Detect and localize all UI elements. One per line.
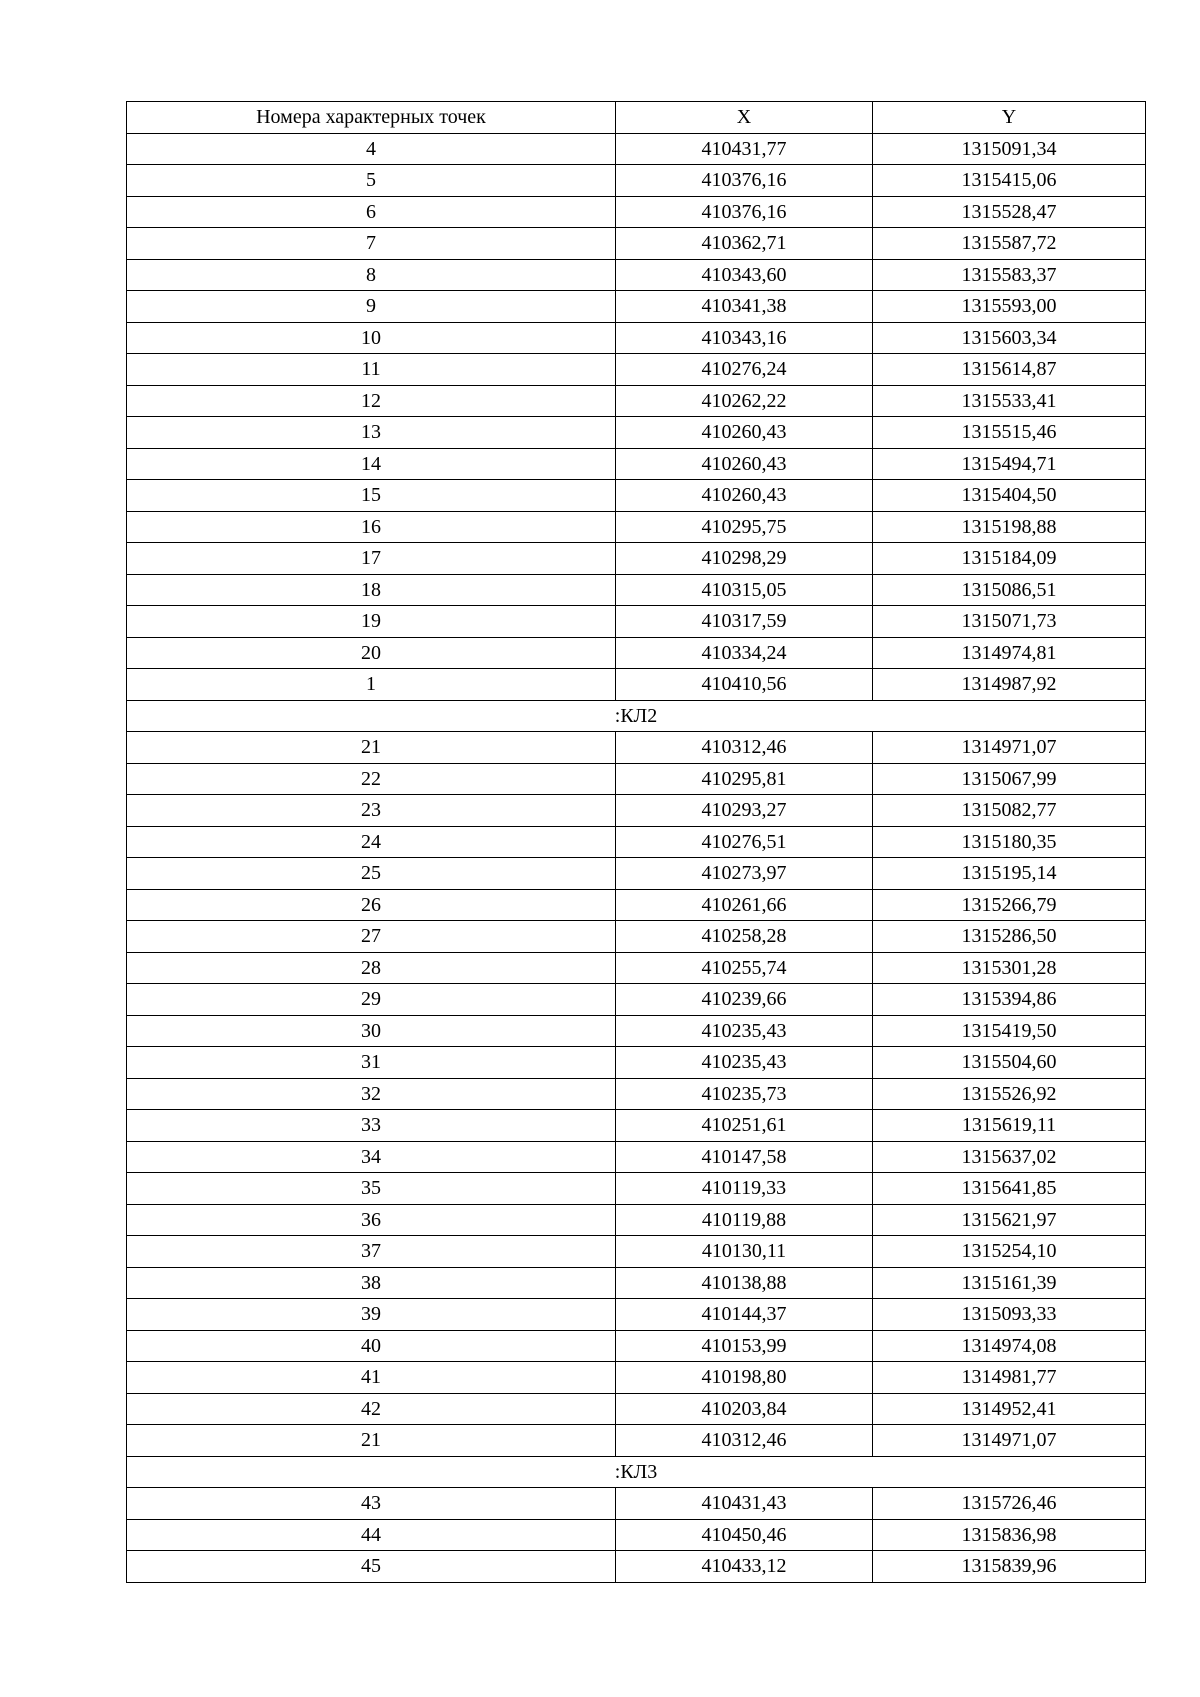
- table-row: [127, 826, 1146, 858]
- y-coordinate-cell: 1314981,77: [873, 1362, 1146, 1394]
- header-y: Y: [873, 102, 1146, 134]
- table-row: [127, 1267, 1146, 1299]
- x-coordinate-cell: 410260,43: [616, 448, 873, 480]
- x-coordinate-cell: 410315,05: [616, 574, 873, 606]
- y-coordinate-cell: 1315198,88: [873, 511, 1146, 543]
- table-row: [127, 1330, 1146, 1362]
- x-coordinate-cell: 410273,97: [616, 858, 873, 890]
- x-coordinate-cell: 410138,88: [616, 1267, 873, 1299]
- y-coordinate-cell: 1315528,47: [873, 196, 1146, 228]
- x-coordinate-cell: 410433,12: [616, 1551, 873, 1583]
- table-row: [127, 1519, 1146, 1551]
- y-coordinate-cell: 1315836,98: [873, 1519, 1146, 1551]
- x-coordinate-cell: 410255,74: [616, 952, 873, 984]
- x-coordinate-cell: 410119,88: [616, 1204, 873, 1236]
- table-row: [127, 1236, 1146, 1268]
- y-coordinate-cell: 1315641,85: [873, 1173, 1146, 1205]
- table-row: [127, 165, 1146, 197]
- table-row: [127, 1173, 1146, 1205]
- table-row: [127, 196, 1146, 228]
- x-coordinate-cell: 410376,16: [616, 196, 873, 228]
- y-coordinate-cell: 1315184,09: [873, 543, 1146, 575]
- x-coordinate-cell: 410235,43: [616, 1015, 873, 1047]
- table-row: [127, 480, 1146, 512]
- y-coordinate-cell: 1314952,41: [873, 1393, 1146, 1425]
- point-number-cell: 15: [127, 480, 616, 512]
- y-coordinate-cell: 1315504,60: [873, 1047, 1146, 1079]
- x-coordinate-cell: 410235,43: [616, 1047, 873, 1079]
- point-number-cell: 6: [127, 196, 616, 228]
- table-row: [127, 1047, 1146, 1079]
- point-number-cell: 34: [127, 1141, 616, 1173]
- point-number-cell: 11: [127, 354, 616, 386]
- y-coordinate-cell: 1315404,50: [873, 480, 1146, 512]
- x-coordinate-cell: 410298,29: [616, 543, 873, 575]
- point-number-cell: 7: [127, 228, 616, 260]
- x-coordinate-cell: 410260,43: [616, 417, 873, 449]
- point-number-cell: 20: [127, 637, 616, 669]
- table-row: [127, 669, 1146, 701]
- x-coordinate-cell: 410362,71: [616, 228, 873, 260]
- table-row: [127, 858, 1146, 890]
- section-row: [127, 1456, 1146, 1488]
- point-number-cell: 19: [127, 606, 616, 638]
- point-number-cell: 23: [127, 795, 616, 827]
- x-coordinate-cell: 410198,80: [616, 1362, 873, 1394]
- x-coordinate-cell: 410295,81: [616, 763, 873, 795]
- y-coordinate-cell: 1315093,33: [873, 1299, 1146, 1331]
- point-number-cell: 32: [127, 1078, 616, 1110]
- y-coordinate-cell: 1314974,08: [873, 1330, 1146, 1362]
- x-coordinate-cell: 410144,37: [616, 1299, 873, 1331]
- section-row: [127, 700, 1146, 732]
- x-coordinate-cell: 410239,66: [616, 984, 873, 1016]
- y-coordinate-cell: 1314987,92: [873, 669, 1146, 701]
- point-number-cell: 17: [127, 543, 616, 575]
- point-number-cell: 25: [127, 858, 616, 890]
- point-number-cell: 27: [127, 921, 616, 953]
- y-coordinate-cell: 1314974,81: [873, 637, 1146, 669]
- section-label: :КЛ3: [127, 1456, 1146, 1488]
- point-number-cell: 4: [127, 133, 616, 165]
- point-number-cell: 22: [127, 763, 616, 795]
- table-row: [127, 1393, 1146, 1425]
- x-coordinate-cell: 410276,24: [616, 354, 873, 386]
- point-number-cell: 26: [127, 889, 616, 921]
- x-coordinate-cell: 410153,99: [616, 1330, 873, 1362]
- point-number-cell: 9: [127, 291, 616, 323]
- x-coordinate-cell: 410276,51: [616, 826, 873, 858]
- x-coordinate-cell: 410260,43: [616, 480, 873, 512]
- table-row: [127, 448, 1146, 480]
- table-row: [127, 322, 1146, 354]
- x-coordinate-cell: 410293,27: [616, 795, 873, 827]
- y-coordinate-cell: 1315180,35: [873, 826, 1146, 858]
- x-coordinate-cell: 410147,58: [616, 1141, 873, 1173]
- y-coordinate-cell: 1315195,14: [873, 858, 1146, 890]
- x-coordinate-cell: 410341,38: [616, 291, 873, 323]
- x-coordinate-cell: 410261,66: [616, 889, 873, 921]
- point-number-cell: 21: [127, 732, 616, 764]
- y-coordinate-cell: 1315494,71: [873, 448, 1146, 480]
- table-row: [127, 228, 1146, 260]
- table-row: [127, 1299, 1146, 1331]
- y-coordinate-cell: 1315419,50: [873, 1015, 1146, 1047]
- y-coordinate-cell: 1315161,39: [873, 1267, 1146, 1299]
- x-coordinate-cell: 410450,46: [616, 1519, 873, 1551]
- table-body: [127, 133, 1146, 1582]
- point-number-cell: 5: [127, 165, 616, 197]
- table-row: [127, 574, 1146, 606]
- y-coordinate-cell: 1315593,00: [873, 291, 1146, 323]
- point-number-cell: 28: [127, 952, 616, 984]
- table-row: [127, 984, 1146, 1016]
- table-row: [127, 1488, 1146, 1520]
- point-number-cell: 39: [127, 1299, 616, 1331]
- x-coordinate-cell: 410119,33: [616, 1173, 873, 1205]
- y-coordinate-cell: 1315526,92: [873, 1078, 1146, 1110]
- point-number-cell: 16: [127, 511, 616, 543]
- point-number-cell: 36: [127, 1204, 616, 1236]
- y-coordinate-cell: 1315067,99: [873, 763, 1146, 795]
- x-coordinate-cell: 410343,16: [616, 322, 873, 354]
- x-coordinate-cell: 410262,22: [616, 385, 873, 417]
- table-row: [127, 921, 1146, 953]
- y-coordinate-cell: 1315726,46: [873, 1488, 1146, 1520]
- x-coordinate-cell: 410235,73: [616, 1078, 873, 1110]
- point-number-cell: 21: [127, 1425, 616, 1457]
- y-coordinate-cell: 1315839,96: [873, 1551, 1146, 1583]
- x-coordinate-cell: 410410,56: [616, 669, 873, 701]
- table-row: [127, 385, 1146, 417]
- table-row: [127, 291, 1146, 323]
- x-coordinate-cell: 410431,77: [616, 133, 873, 165]
- point-number-cell: 43: [127, 1488, 616, 1520]
- x-coordinate-cell: 410376,16: [616, 165, 873, 197]
- table-row: [127, 1078, 1146, 1110]
- table-row: [127, 511, 1146, 543]
- y-coordinate-cell: 1315286,50: [873, 921, 1146, 953]
- point-number-cell: 42: [127, 1393, 616, 1425]
- y-coordinate-cell: 1315266,79: [873, 889, 1146, 921]
- y-coordinate-cell: 1315621,97: [873, 1204, 1146, 1236]
- table-row: [127, 1425, 1146, 1457]
- y-coordinate-cell: 1315254,10: [873, 1236, 1146, 1268]
- y-coordinate-cell: 1315091,34: [873, 133, 1146, 165]
- table-row: [127, 1362, 1146, 1394]
- table-row: [127, 889, 1146, 921]
- y-coordinate-cell: 1315533,41: [873, 385, 1146, 417]
- point-number-cell: 41: [127, 1362, 616, 1394]
- point-number-cell: 35: [127, 1173, 616, 1205]
- y-coordinate-cell: 1315415,06: [873, 165, 1146, 197]
- table-header-row: [127, 102, 1146, 134]
- table-row: [127, 543, 1146, 575]
- y-coordinate-cell: 1315587,72: [873, 228, 1146, 260]
- table-row: [127, 417, 1146, 449]
- point-number-cell: 30: [127, 1015, 616, 1047]
- table-row: [127, 354, 1146, 386]
- table-row: [127, 1551, 1146, 1583]
- x-coordinate-cell: 410130,11: [616, 1236, 873, 1268]
- point-number-cell: 33: [127, 1110, 616, 1142]
- x-coordinate-cell: 410203,84: [616, 1393, 873, 1425]
- point-number-cell: 10: [127, 322, 616, 354]
- y-coordinate-cell: 1315394,86: [873, 984, 1146, 1016]
- point-number-cell: 45: [127, 1551, 616, 1583]
- table-row: [127, 1015, 1146, 1047]
- table-row: [127, 795, 1146, 827]
- x-coordinate-cell: 410431,43: [616, 1488, 873, 1520]
- y-coordinate-cell: 1314971,07: [873, 1425, 1146, 1457]
- table-row: [127, 133, 1146, 165]
- table-row: [127, 763, 1146, 795]
- table-row: [127, 1110, 1146, 1142]
- x-coordinate-cell: 410258,28: [616, 921, 873, 953]
- table-row: [127, 637, 1146, 669]
- coordinates-table: [126, 101, 1146, 1583]
- x-coordinate-cell: 410317,59: [616, 606, 873, 638]
- table-row: [127, 732, 1146, 764]
- y-coordinate-cell: 1315071,73: [873, 606, 1146, 638]
- point-number-cell: 18: [127, 574, 616, 606]
- point-number-cell: 24: [127, 826, 616, 858]
- y-coordinate-cell: 1315082,77: [873, 795, 1146, 827]
- y-coordinate-cell: 1314971,07: [873, 732, 1146, 764]
- point-number-cell: 13: [127, 417, 616, 449]
- table-row: [127, 259, 1146, 291]
- point-number-cell: 12: [127, 385, 616, 417]
- point-number-cell: 38: [127, 1267, 616, 1299]
- table-row: [127, 1141, 1146, 1173]
- header-point-number: Номера характерных точек: [127, 102, 616, 134]
- table-row: [127, 1204, 1146, 1236]
- y-coordinate-cell: 1315086,51: [873, 574, 1146, 606]
- table-row: [127, 606, 1146, 638]
- y-coordinate-cell: 1315619,11: [873, 1110, 1146, 1142]
- x-coordinate-cell: 410343,60: [616, 259, 873, 291]
- point-number-cell: 40: [127, 1330, 616, 1362]
- header-x: X: [616, 102, 873, 134]
- y-coordinate-cell: 1315614,87: [873, 354, 1146, 386]
- x-coordinate-cell: 410312,46: [616, 1425, 873, 1457]
- y-coordinate-cell: 1315515,46: [873, 417, 1146, 449]
- x-coordinate-cell: 410295,75: [616, 511, 873, 543]
- y-coordinate-cell: 1315637,02: [873, 1141, 1146, 1173]
- y-coordinate-cell: 1315583,37: [873, 259, 1146, 291]
- point-number-cell: 1: [127, 669, 616, 701]
- point-number-cell: 44: [127, 1519, 616, 1551]
- point-number-cell: 37: [127, 1236, 616, 1268]
- y-coordinate-cell: 1315603,34: [873, 322, 1146, 354]
- point-number-cell: 8: [127, 259, 616, 291]
- point-number-cell: 14: [127, 448, 616, 480]
- x-coordinate-cell: 410251,61: [616, 1110, 873, 1142]
- point-number-cell: 29: [127, 984, 616, 1016]
- x-coordinate-cell: 410312,46: [616, 732, 873, 764]
- x-coordinate-cell: 410334,24: [616, 637, 873, 669]
- section-label: :КЛ2: [127, 700, 1146, 732]
- table-row: [127, 952, 1146, 984]
- point-number-cell: 31: [127, 1047, 616, 1079]
- y-coordinate-cell: 1315301,28: [873, 952, 1146, 984]
